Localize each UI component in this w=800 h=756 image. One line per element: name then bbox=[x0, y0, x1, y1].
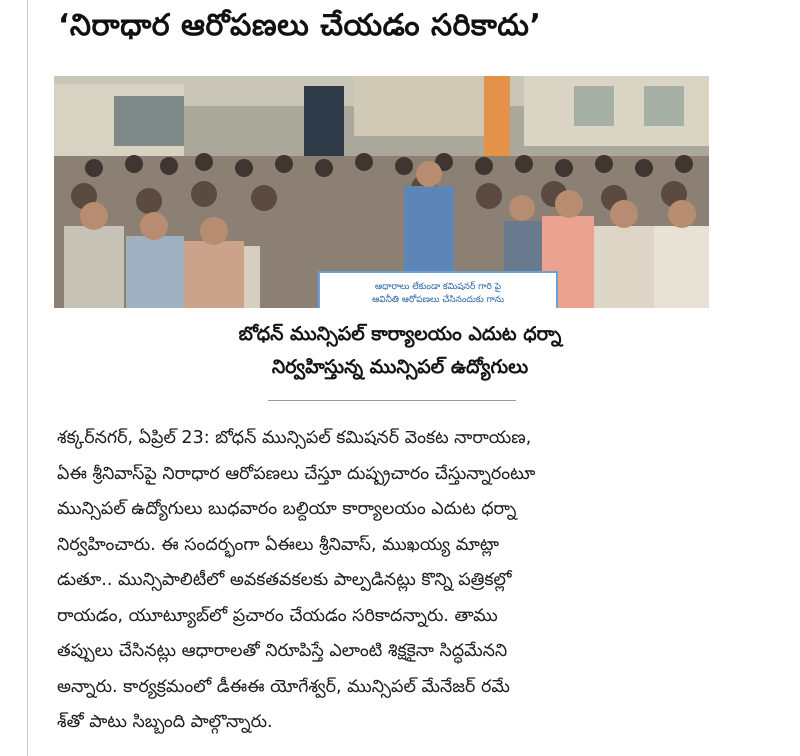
banner-line-2: ఆవినీతి ఆరోపణలు చేసినందుకు గాను bbox=[371, 295, 505, 305]
column-divider bbox=[27, 0, 28, 756]
caption-line-1: బోధన్ మున్సిపల్ కార్యాలయం ఎదుట ధర్నా bbox=[238, 323, 562, 345]
article-headline: ‘నిరాధార ఆరోపణలు చేయడం సరికాదు’ bbox=[58, 8, 542, 43]
photo-caption bbox=[120, 318, 680, 384]
protest-banner bbox=[318, 271, 558, 308]
body-line-6: రాయడం, యూట్యూబ్‌లో ప్రచారం చేయడం సరికాదన్నారు. తాము bbox=[57, 605, 498, 626]
body-line-9: శ్‌తో పాటు సిబ్బంది పాల్గొన్నారు. bbox=[57, 712, 273, 732]
body-line-7: తప్పులు చేసినట్లు ఆధారాలతో నిరూపిస్తే ఎలాంటి శిక్షకైనా సిద్ధమేనని bbox=[57, 641, 508, 661]
article-body bbox=[57, 421, 717, 741]
body-line-8: అన్నారు. కార్యక్రమంలో డీఈఈ యోగేశ్వర్, మున్సిపల్ మేనేజర్ రమే bbox=[57, 676, 510, 697]
body-line-1: శక్కర్‌నగర్, ఏప్రిల్ 23: బోధన్ మున్సిపల్ కమిషనర్ వెంకట నారాయణ, bbox=[57, 428, 532, 448]
caption-divider bbox=[268, 400, 516, 401]
banner-line-1: ఆధారాలు లేకుండా కమిషనర్ గారి పై bbox=[374, 282, 502, 292]
body-line-5: డుతూ.. మున్సిపాలిటీలో అవకతవకలకు పాల్పడినట్లు కొన్ని పత్రికల్లో bbox=[57, 570, 512, 590]
news-photo bbox=[54, 76, 709, 308]
body-line-4: నిర్వహించారు. ఈ సందర్భంగా ఏఈలు శ్రీనివాస్, ముఖయ్య మాట్లా bbox=[57, 534, 500, 555]
caption-line-2: నిర్వహిస్తున్న మున్సిపల్ ఉద్యోగులు bbox=[271, 356, 529, 378]
body-line-3: మున్సిపల్ ఉద్యోగులు బుధవారం బల్దియా కార్యాలయం ఎదుట ధర్నా bbox=[57, 499, 517, 519]
body-line-2: ఏఈ శ్రీనివాస్‌పై నిరాధార ఆరోపణలు చేస్తూ దుష్ప్రచారం చేస్తున్నారంటూ bbox=[57, 463, 536, 484]
